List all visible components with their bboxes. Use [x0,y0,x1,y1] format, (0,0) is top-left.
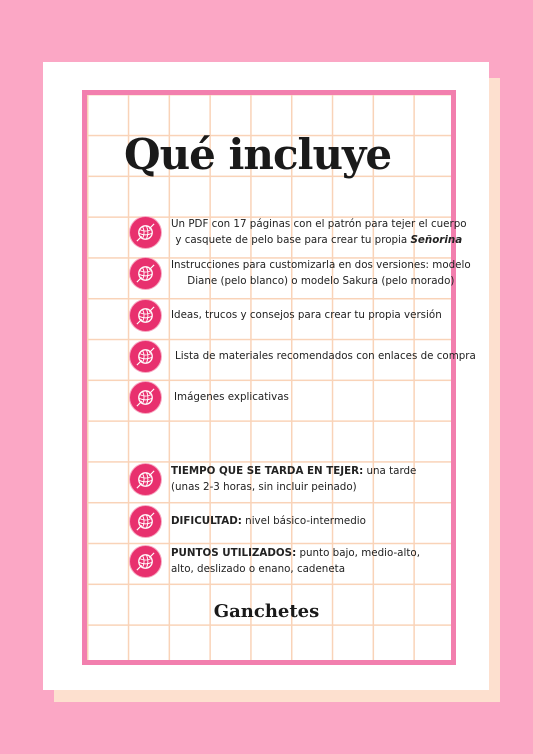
detail-item [130,506,366,537]
list-item-text [171,258,471,289]
yarn-ball-icon [130,217,161,248]
detail-item-line: DIFICULTAD: nivel básico-intermedio [171,514,366,527]
brand-name: Ganchetes [213,601,320,622]
yarn-ball-icon [130,258,161,289]
list-item-text [171,308,442,324]
detail-item-line: (unas 2-3 horas, sin incluir peinado) [171,480,357,493]
list-item-line: Diane (pelo blanco) o modelo Sakura (pelo morado) [187,274,455,287]
yarn-ball-icon [130,382,161,413]
list-item [130,217,467,248]
detail-item-text [171,464,416,495]
list-item-line: Un PDF con 17 páginas con el patrón para tejer el cuerpo [171,218,467,230]
list-item-line: y casquete de pelo base para crear tu propia Señorina [175,233,463,246]
detail-item-line: TIEMPO QUE SE TARDA EN TEJER: una tarde [171,465,417,477]
list-item [130,382,289,413]
list-item-text [174,390,289,406]
detail-item [130,464,416,495]
list-item [130,300,442,331]
yarn-ball-icon [130,300,161,331]
list-item [130,341,476,372]
list-item [130,258,471,289]
detail-item-text [171,546,420,577]
list-item-line: Ideas, trucos y consejos para crear tu propia versión [171,308,442,321]
detail-item-line: alto, deslizado o enano, cadeneta [171,562,346,575]
emphasis-text: Señorina [410,233,463,246]
yarn-ball-icon [130,341,161,372]
detail-item-text [171,514,366,530]
detail-label: TIEMPO QUE SE TARDA EN TEJER: [171,465,364,477]
detail-label: DIFICULTAD: [171,514,242,527]
list-item-text [175,349,476,365]
detail-label: PUNTOS UTILIZADOS: [171,547,297,559]
list-item-line: Lista de materiales recomendados con enlaces de compra [175,349,476,362]
detail-item-line: PUNTOS UTILIZADOS: punto bajo, medio-alto, [171,547,420,559]
yarn-ball-icon [130,464,161,495]
yarn-ball-icon [130,506,161,537]
page-title: Qué incluye [124,130,392,179]
list-item-line: Imágenes explicativas [174,390,289,403]
yarn-ball-icon [130,546,161,577]
list-item-line: Instrucciones para customizarla en dos versiones: modelo [171,259,471,271]
list-item-text [171,217,467,248]
detail-item [130,546,420,577]
